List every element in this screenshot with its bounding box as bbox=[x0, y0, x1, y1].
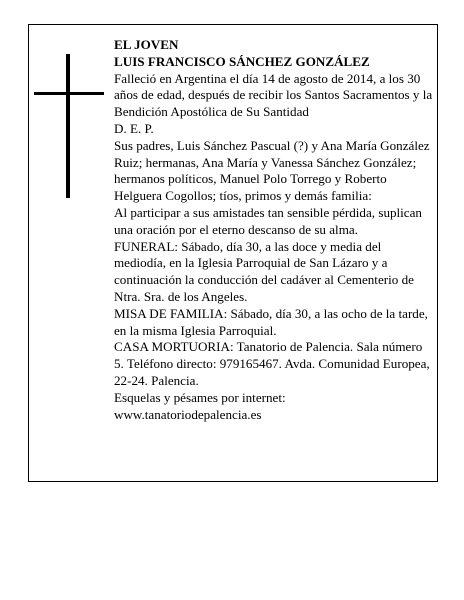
deceased-name: LUIS FRANCISCO SÁNCHEZ GONZÁLEZ bbox=[114, 53, 370, 69]
funeral-home-details: CASA MORTUORIA: Tanatorio de Palencia. Sala número 5. Teléfono directo: 979165467. Avda. Comunidad Europea, 22-24. Palencia. bbox=[114, 339, 430, 388]
online-condolences-label: Esquelas y pésames por internet: bbox=[114, 389, 286, 405]
cross-vertical-bar bbox=[66, 54, 70, 198]
funeral-details: FUNERAL: Sábado, día 30, a las doce y media del mediodía, en la Iglesia Parroquial de San Lázaro y a continuación la conducción del cadáver al Cementerio de Ntra. Sra. de los Angeles. bbox=[114, 238, 414, 304]
heading-line-1: EL JOVEN bbox=[114, 37, 179, 52]
latin-cross-icon bbox=[34, 54, 108, 198]
prayer-request: Al participar a sus amistades tan sensible pérdida, suplican una oración por el eterno descanso de su alma. bbox=[114, 204, 422, 237]
family-members: Sus padres, Luis Sánchez Pascual (?) y Ana María González Ruiz; hermanas, Ana María y Vanessa Sánchez González; hermanos políticos, Manuel Polo Torrego y Roberto Helguera Cogollos; tíos, primos y demás familia: bbox=[114, 137, 430, 204]
family-mass-details: MISA DE FAMILIA: Sábado, día 30, a las ocho de la tarde, en la misma Iglesia Parroquial. bbox=[114, 305, 428, 338]
death-announcement: Falleció en Argentina el día 14 de agosto de 2014, a los 30 años de edad, después de recibir los Santos Sacramentos y la Bendición Apostólica de Su Santidad bbox=[114, 70, 433, 120]
obituary-text bbox=[114, 37, 434, 423]
rip-line: D. E. P. bbox=[114, 120, 154, 136]
cross-horizontal-bar bbox=[34, 92, 104, 95]
funeral-home-website: www.tanatoriodepalencia.es bbox=[114, 406, 262, 422]
